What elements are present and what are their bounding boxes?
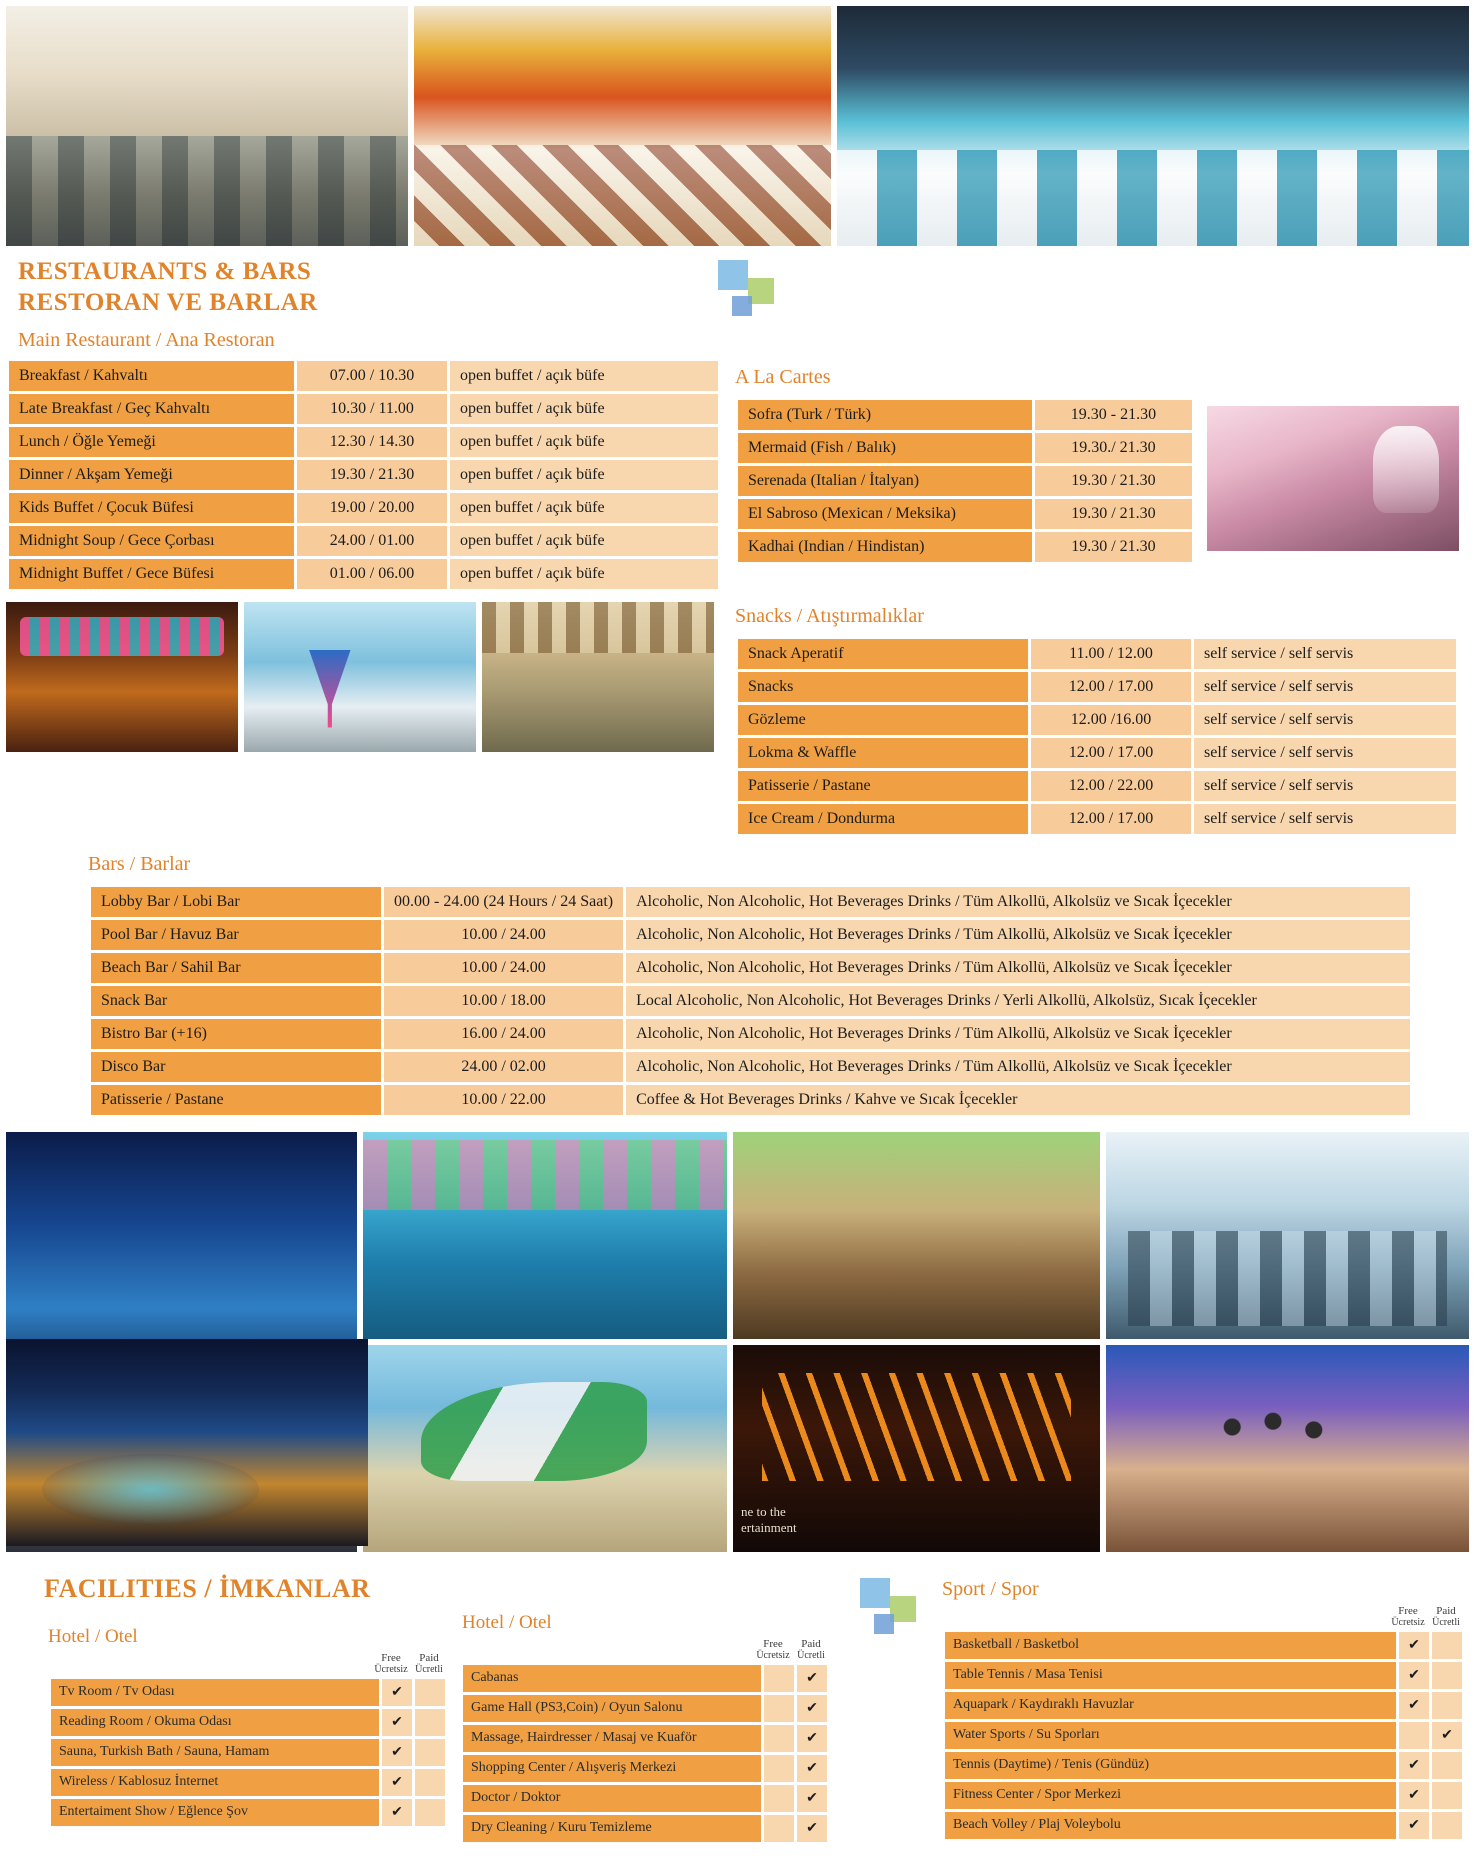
table-row bbox=[91, 1085, 1410, 1115]
row-label: Sofra (Turk / Türk) bbox=[738, 400, 1032, 430]
table-row bbox=[463, 1815, 827, 1842]
table-row bbox=[463, 1725, 827, 1752]
aquapark-slides-photo bbox=[363, 1345, 727, 1552]
row-time: 19.30./ 21.30 bbox=[1035, 433, 1192, 463]
fitness-center-photo bbox=[1106, 1132, 1469, 1339]
facility-name: Game Hall (PS3,Coin) / Oyun Salonu bbox=[463, 1695, 761, 1722]
row-time: 10.00 / 18.00 bbox=[384, 986, 623, 1016]
row-time: 12.00 / 17.00 bbox=[1031, 738, 1191, 768]
brand-logo-secondary bbox=[860, 1578, 934, 1640]
paid-check-icon bbox=[1432, 1722, 1462, 1749]
row-label: El Sabroso (Mexican / Meksika) bbox=[738, 499, 1032, 529]
row-label: Kadhai (Indian / Hindistan) bbox=[738, 532, 1032, 562]
row-label: Late Breakfast / Geç Kahvaltı bbox=[9, 394, 294, 424]
logo-square-teal-icon-2 bbox=[874, 1614, 894, 1634]
snacks-heading: Snacks / Atıştırmalıklar bbox=[735, 604, 924, 627]
row-description: open buffet / açık büfe bbox=[450, 460, 718, 490]
free-check-icon bbox=[1399, 1662, 1429, 1689]
bars-table bbox=[88, 884, 1413, 1118]
table-row bbox=[9, 559, 718, 589]
row-time: 12.00 /16.00 bbox=[1031, 705, 1191, 735]
facilities-section bbox=[0, 1546, 1475, 1865]
row-time: 12.00 / 17.00 bbox=[1031, 804, 1191, 834]
facility-name: Doctor / Doktor bbox=[463, 1785, 761, 1812]
table-row bbox=[945, 1812, 1462, 1839]
facility-name: Dry Cleaning / Kuru Temizleme bbox=[463, 1815, 761, 1842]
facilities-col1-free-header: Free Ücretsiz bbox=[374, 1651, 408, 1676]
row-description: Alcoholic, Non Alcoholic, Hot Beverages Drinks / Tüm Alkollü, Alkolsüz ve Sıcak İçecekler bbox=[626, 887, 1410, 917]
a-la-cartes-table bbox=[735, 397, 1195, 565]
facility-name: Aquapark / Kaydıraklı Havuzlar bbox=[945, 1692, 1396, 1719]
row-label: Midnight Soup / Gece Çorbası bbox=[9, 526, 294, 556]
free-check-icon bbox=[1399, 1692, 1429, 1719]
page-title-tr: RESTORAN VE BARLAR bbox=[18, 289, 318, 317]
table-row bbox=[9, 460, 718, 490]
row-label: Serenada (Italian / İtalyan) bbox=[738, 466, 1032, 496]
table-row bbox=[91, 953, 1410, 983]
spa-gazebo-photo bbox=[733, 1132, 1100, 1339]
facilities-col1-table bbox=[48, 1676, 448, 1829]
paid-check-icon bbox=[797, 1755, 827, 1782]
table-row bbox=[945, 1752, 1462, 1779]
table-row bbox=[945, 1692, 1462, 1719]
paid-cell bbox=[1432, 1782, 1462, 1809]
facilities-col2-heading: Hotel / Otel bbox=[462, 1611, 552, 1633]
facilities-col2-paid-header: Paid Ücretli bbox=[797, 1637, 825, 1662]
row-description: Alcoholic, Non Alcoholic, Hot Beverages Drinks / Tüm Alkollü, Alkolsüz ve Sıcak İçecekler bbox=[626, 1052, 1410, 1082]
a-la-carte-table-photo bbox=[1207, 406, 1459, 551]
free-cell bbox=[764, 1815, 794, 1842]
table-row bbox=[738, 532, 1192, 562]
paid-cell bbox=[1432, 1752, 1462, 1779]
row-time: 19.30 / 21.30 bbox=[1035, 532, 1192, 562]
table-row bbox=[51, 1709, 445, 1736]
free-check-icon bbox=[1399, 1632, 1429, 1659]
row-label: Snack Aperatif bbox=[738, 639, 1028, 669]
paid-check-icon bbox=[797, 1665, 827, 1692]
row-label: Beach Bar / Sahil Bar bbox=[91, 953, 381, 983]
table-row bbox=[9, 493, 718, 523]
sport-table bbox=[942, 1629, 1465, 1842]
row-description: Alcoholic, Non Alcoholic, Hot Beverages Drinks / Tüm Alkollü, Alkolsüz ve Sıcak İçecekler bbox=[626, 1019, 1410, 1049]
cocktail-bar-photo bbox=[244, 602, 476, 752]
table-row bbox=[91, 887, 1410, 917]
row-label: Lobby Bar / Lobi Bar bbox=[91, 887, 381, 917]
paid-cell bbox=[1432, 1632, 1462, 1659]
row-label: Lokma & Waffle bbox=[738, 738, 1028, 768]
facility-name: Entertaiment Show / Eğlence Şov bbox=[51, 1799, 379, 1826]
table-row bbox=[738, 499, 1192, 529]
row-time: 19.30 / 21.30 bbox=[1035, 466, 1192, 496]
bars-photo-strip bbox=[6, 602, 721, 752]
free-check-icon bbox=[382, 1679, 412, 1706]
row-description: self service / self servis bbox=[1194, 738, 1456, 768]
row-time: 10.00 / 24.00 bbox=[384, 953, 623, 983]
top-photo-strip bbox=[0, 0, 1475, 246]
a-la-cartes-heading: A La Cartes bbox=[735, 365, 831, 388]
table-row bbox=[9, 427, 718, 457]
row-time: 01.00 / 06.00 bbox=[297, 559, 447, 589]
table-row bbox=[945, 1722, 1462, 1749]
row-description: open buffet / açık büfe bbox=[450, 361, 718, 391]
a-la-carte-restaurant-photo bbox=[414, 6, 831, 246]
table-row bbox=[738, 400, 1192, 430]
table-row bbox=[738, 738, 1456, 768]
facility-name: Table Tennis / Masa Tenisi bbox=[945, 1662, 1396, 1689]
table-row bbox=[738, 705, 1456, 735]
pool-animation-photo bbox=[363, 1132, 727, 1339]
row-time: 12.30 / 14.30 bbox=[297, 427, 447, 457]
row-label: Ice Cream / Dondurma bbox=[738, 804, 1028, 834]
row-time: 12.00 / 22.00 bbox=[1031, 771, 1191, 801]
facilities-col1-heading: Hotel / Otel bbox=[48, 1625, 138, 1647]
row-description: Local Alcoholic, Non Alcoholic, Hot Beverages Drinks / Yerli Alkollü, Alkolsüz, Sıcak İçecekler bbox=[626, 986, 1410, 1016]
row-description: self service / self servis bbox=[1194, 672, 1456, 702]
table-row bbox=[738, 771, 1456, 801]
row-description: self service / self servis bbox=[1194, 771, 1456, 801]
row-time: 10.30 / 11.00 bbox=[297, 394, 447, 424]
table-row bbox=[9, 361, 718, 391]
row-label: Midnight Buffet / Gece Büfesi bbox=[9, 559, 294, 589]
table-row bbox=[463, 1755, 827, 1782]
row-description: open buffet / açık büfe bbox=[450, 427, 718, 457]
facility-name: Basketball / Basketbol bbox=[945, 1632, 1396, 1659]
sport-heading: Sport / Spor bbox=[942, 1577, 1039, 1600]
free-check-icon bbox=[382, 1709, 412, 1736]
row-label: Patisserie / Pastane bbox=[91, 1085, 381, 1115]
paid-check-icon bbox=[797, 1815, 827, 1842]
row-time: 07.00 / 10.30 bbox=[297, 361, 447, 391]
free-cell bbox=[764, 1725, 794, 1752]
paid-cell bbox=[1432, 1692, 1462, 1719]
table-row bbox=[945, 1782, 1462, 1809]
row-time: 16.00 / 24.00 bbox=[384, 1019, 623, 1049]
table-row bbox=[91, 986, 1410, 1016]
table-row bbox=[51, 1769, 445, 1796]
row-time: 12.00 / 17.00 bbox=[1031, 672, 1191, 702]
table-row bbox=[945, 1632, 1462, 1659]
row-description: Coffee & Hot Beverages Drinks / Kahve ve Sıcak İçecekler bbox=[626, 1085, 1410, 1115]
table-row bbox=[51, 1739, 445, 1766]
facility-name: Fitness Center / Spor Merkezi bbox=[945, 1782, 1396, 1809]
row-label: Mermaid (Fish / Balık) bbox=[738, 433, 1032, 463]
table-row bbox=[91, 1019, 1410, 1049]
facilities-col2-free-header: Free Ücretsiz bbox=[756, 1637, 790, 1662]
free-check-icon bbox=[1399, 1812, 1429, 1839]
sport-paid-header: Paid Ücretli bbox=[1432, 1604, 1460, 1629]
page-title-en: RESTAURANTS & BARS bbox=[18, 258, 312, 285]
paid-check-icon bbox=[797, 1695, 827, 1722]
row-label: Snacks bbox=[738, 672, 1028, 702]
free-cell bbox=[764, 1785, 794, 1812]
row-time: 19.30 / 21.30 bbox=[1035, 499, 1192, 529]
table-row bbox=[463, 1785, 827, 1812]
paid-cell bbox=[415, 1799, 445, 1826]
snacks-table bbox=[735, 636, 1459, 837]
facility-name: Wireless / Kablosuz İnternet bbox=[51, 1769, 379, 1796]
row-label: Pool Bar / Havuz Bar bbox=[91, 920, 381, 950]
row-time: 00.00 - 24.00 (24 Hours / 24 Saat) bbox=[384, 887, 623, 917]
table-row bbox=[738, 672, 1456, 702]
facility-name: Tv Room / Tv Odası bbox=[51, 1679, 379, 1706]
free-cell bbox=[1399, 1722, 1429, 1749]
main-restaurant-photo bbox=[6, 6, 408, 246]
facility-name: Beach Volley / Plaj Voleybolu bbox=[945, 1812, 1396, 1839]
paid-cell bbox=[415, 1769, 445, 1796]
row-description: open buffet / açık büfe bbox=[450, 526, 718, 556]
row-label: Disco Bar bbox=[91, 1052, 381, 1082]
table-row bbox=[91, 920, 1410, 950]
row-time: 10.00 / 24.00 bbox=[384, 920, 623, 950]
row-label: Snack Bar bbox=[91, 986, 381, 1016]
paid-check-icon bbox=[797, 1785, 827, 1812]
row-time: 11.00 / 12.00 bbox=[1031, 639, 1191, 669]
paid-cell bbox=[415, 1739, 445, 1766]
logo-square-blue-icon bbox=[718, 260, 748, 290]
row-label: Lunch / Öğle Yemeği bbox=[9, 427, 294, 457]
logo-square-blue-icon-2 bbox=[860, 1578, 890, 1608]
massage-photo bbox=[1106, 1345, 1469, 1552]
table-row bbox=[9, 526, 718, 556]
row-label: Dinner / Akşam Yemeği bbox=[9, 460, 294, 490]
hotel-night-view-photo bbox=[6, 1339, 368, 1546]
terrace-bar-photo bbox=[482, 602, 714, 752]
facilities-col2-table bbox=[460, 1662, 830, 1845]
row-description: open buffet / açık büfe bbox=[450, 394, 718, 424]
brand-logo bbox=[718, 260, 792, 322]
row-time: 24.00 / 02.00 bbox=[384, 1052, 623, 1082]
row-label: Kids Buffet / Çocuk Büfesi bbox=[9, 493, 294, 523]
table-row bbox=[463, 1665, 827, 1692]
row-label: Gözleme bbox=[738, 705, 1028, 735]
paid-cell bbox=[415, 1679, 445, 1706]
free-cell bbox=[764, 1755, 794, 1782]
row-time: 19.30 / 21.30 bbox=[297, 460, 447, 490]
table-row bbox=[738, 639, 1456, 669]
free-cell bbox=[764, 1665, 794, 1692]
table-row bbox=[51, 1799, 445, 1826]
facility-name: Cabanas bbox=[463, 1665, 761, 1692]
paid-cell bbox=[1432, 1662, 1462, 1689]
free-check-icon bbox=[1399, 1782, 1429, 1809]
table-row bbox=[945, 1662, 1462, 1689]
row-description: open buffet / açık büfe bbox=[450, 559, 718, 589]
page-title bbox=[18, 256, 718, 319]
fire-show-photo bbox=[733, 1345, 1100, 1552]
table-row bbox=[738, 804, 1456, 834]
white-restaurant-photo bbox=[837, 6, 1469, 246]
free-cell bbox=[764, 1695, 794, 1722]
facility-name: Reading Room / Okuma Odası bbox=[51, 1709, 379, 1736]
facility-name: Tennis (Daytime) / Tenis (Gündüz) bbox=[945, 1752, 1396, 1779]
table-row bbox=[91, 1052, 1410, 1082]
row-label: Bistro Bar (+16) bbox=[91, 1019, 381, 1049]
free-check-icon bbox=[1399, 1752, 1429, 1779]
facilities-col1-paid-header: Paid Ücretli bbox=[415, 1651, 443, 1676]
logo-square-teal-icon bbox=[732, 296, 752, 316]
main-restaurant-heading: Main Restaurant / Ana Restoran bbox=[18, 328, 275, 351]
paid-cell bbox=[1432, 1812, 1462, 1839]
facility-name: Water Sports / Su Sporları bbox=[945, 1722, 1396, 1749]
table-row bbox=[51, 1679, 445, 1706]
table-row bbox=[463, 1695, 827, 1722]
main-restaurant-table bbox=[6, 358, 721, 592]
free-check-icon bbox=[382, 1769, 412, 1796]
row-time: 19.30 - 21.30 bbox=[1035, 400, 1192, 430]
disco-bar-photo bbox=[6, 602, 238, 752]
row-description: self service / self servis bbox=[1194, 804, 1456, 834]
free-check-icon bbox=[382, 1799, 412, 1826]
row-description: self service / self servis bbox=[1194, 639, 1456, 669]
table-row bbox=[9, 394, 718, 424]
row-description: Alcoholic, Non Alcoholic, Hot Beverages Drinks / Tüm Alkollü, Alkolsüz ve Sıcak İçecekler bbox=[626, 953, 1410, 983]
row-description: self service / self servis bbox=[1194, 705, 1456, 735]
fire-show-caption: ne to the ertainment bbox=[741, 1504, 797, 1535]
paid-cell bbox=[415, 1709, 445, 1736]
gallery bbox=[0, 1118, 1475, 1546]
sport-free-header: Free Ücretsiz bbox=[1391, 1604, 1425, 1629]
facility-name: Massage, Hairdresser / Masaj ve Kuaför bbox=[463, 1725, 761, 1752]
row-label: Patisserie / Pastane bbox=[738, 771, 1028, 801]
row-time: 24.00 / 01.00 bbox=[297, 526, 447, 556]
row-description: open buffet / açık büfe bbox=[450, 493, 718, 523]
paid-check-icon bbox=[797, 1725, 827, 1752]
row-description: Alcoholic, Non Alcoholic, Hot Beverages Drinks / Tüm Alkollü, Alkolsüz ve Sıcak İçecekler bbox=[626, 920, 1410, 950]
facility-name: Sauna, Turkish Bath / Sauna, Hamam bbox=[51, 1739, 379, 1766]
table-row bbox=[738, 433, 1192, 463]
row-time: 10.00 / 22.00 bbox=[384, 1085, 623, 1115]
row-time: 19.00 / 20.00 bbox=[297, 493, 447, 523]
free-check-icon bbox=[382, 1739, 412, 1766]
bars-heading: Bars / Barlar bbox=[88, 852, 191, 875]
row-label: Breakfast / Kahvaltı bbox=[9, 361, 294, 391]
table-row bbox=[738, 466, 1192, 496]
facilities-title: FACILITIES / İMKANLAR bbox=[44, 1573, 371, 1603]
facility-name: Shopping Center / Alışveriş Merkezi bbox=[463, 1755, 761, 1782]
